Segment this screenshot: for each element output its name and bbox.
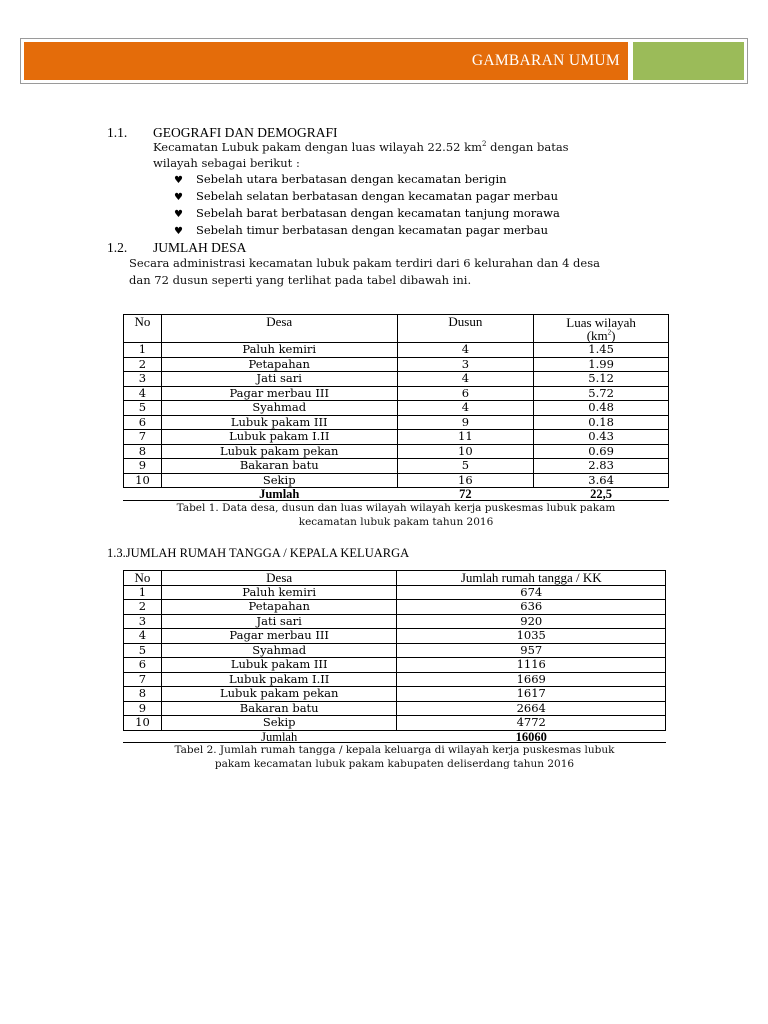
cell-jumlah: 1116 <box>397 658 666 673</box>
cell-no: 5 <box>124 401 162 416</box>
cell-dusun: 5 <box>397 459 534 474</box>
cell-jumlah: 674 <box>397 585 666 600</box>
cell-desa: Bakaran batu <box>161 459 397 474</box>
cell-luas: 0.48 <box>534 401 669 416</box>
list-item <box>174 171 560 188</box>
section-number: 1.2. <box>107 240 128 255</box>
cell-no: 7 <box>124 672 162 687</box>
table-row <box>124 585 666 600</box>
heart-icon: ♥ <box>174 192 183 203</box>
cell-jumlah: 920 <box>397 614 666 629</box>
table-row <box>124 415 669 430</box>
table2-caption <box>123 743 666 771</box>
table-desa-dusun-luas <box>123 314 669 502</box>
table-row <box>124 687 666 702</box>
header-text: ) <box>611 327 616 343</box>
cell-no: 3 <box>124 614 162 629</box>
paragraph-text: dengan batas <box>486 140 569 154</box>
table-row <box>124 372 669 387</box>
header-banner <box>20 38 748 84</box>
cell-dusun: 10 <box>397 444 534 459</box>
superscript: 2 <box>607 328 612 337</box>
table-row <box>124 401 669 416</box>
cell-luas: 0.18 <box>534 415 669 430</box>
caption-text: pakam kecamatan lubuk pakam kabupaten deliserdang tahun 2016 <box>214 758 575 770</box>
cell-no: 10 <box>124 716 162 731</box>
table-row <box>124 643 666 658</box>
cell-desa: Pagar merbau III <box>161 629 397 644</box>
total-label: Jumlah <box>161 730 397 744</box>
page-title: GAMBARAN UMUM <box>471 52 620 69</box>
boundary-list <box>174 171 560 239</box>
cell-no: 9 <box>124 701 162 716</box>
cell-jumlah: 636 <box>397 600 666 615</box>
cell-jumlah: 1617 <box>397 687 666 702</box>
section-title: GEOGRAFI DAN DEMOGRAFI <box>153 125 338 140</box>
column-header-jumlah: Jumlah rumah tangga / KK <box>397 571 666 586</box>
table-row <box>124 430 669 445</box>
table-row <box>124 716 666 731</box>
header-text: Luas wilayah <box>566 314 636 330</box>
paragraph-administrasi: Secara administrasi kecamatan lubuk pakam terdiri dari 6 kelurahan dan 4 desa <box>129 256 600 270</box>
cell-jumlah: 4772 <box>397 716 666 731</box>
cell-desa: Lubuk pakam pekan <box>161 687 397 702</box>
column-header-desa: Desa <box>161 315 397 343</box>
cell-jumlah: 957 <box>397 643 666 658</box>
column-header-luas <box>534 315 669 343</box>
table-header-row <box>124 571 666 586</box>
cell-luas: 3.64 <box>534 473 669 488</box>
cell-desa: Syahmad <box>161 401 397 416</box>
cell-desa: Bakaran batu <box>161 701 397 716</box>
paragraph-administrasi-cont: dan 72 dusun seperti yang terlihat pada tabel dibawah ini. <box>129 273 472 287</box>
column-header-dusun: Dusun <box>397 315 534 343</box>
cell-no: 5 <box>124 643 162 658</box>
heart-icon: ♥ <box>174 209 183 220</box>
table-rumah-tangga <box>123 570 666 744</box>
total-label: Jumlah <box>161 488 397 502</box>
column-header-no: No <box>124 571 162 586</box>
column-header-no: No <box>124 315 162 343</box>
cell-desa: Paluh kemiri <box>161 343 397 358</box>
table-row <box>124 473 669 488</box>
cell-desa: Lubuk pakam III <box>161 415 397 430</box>
paragraph-text: Kecamatan Lubuk pakam dengan luas wilayah 22.52 km <box>153 140 482 154</box>
section-number: 1.1. <box>107 125 128 140</box>
list-item <box>174 222 560 239</box>
cell-no: 4 <box>124 629 162 644</box>
cell-luas: 0.43 <box>534 430 669 445</box>
cell-no: 9 <box>124 459 162 474</box>
list-item-text: Sebelah timur berbatasan dengan kecamatan pagar merbau <box>196 223 549 237</box>
caption-text: Tabel 2. Jumlah rumah tangga / kepala keluarga di wilayah kerja puskesmas lubuk <box>174 744 615 756</box>
cell-jumlah: 1669 <box>397 672 666 687</box>
cell-desa: Lubuk pakam I.II <box>161 672 397 687</box>
cell-desa: Syahmad <box>161 643 397 658</box>
cell-dusun: 6 <box>397 386 534 401</box>
cell-desa: Lubuk pakam III <box>161 658 397 673</box>
table-row <box>124 444 669 459</box>
total-dusun: 72 <box>397 488 534 502</box>
cell-no: 7 <box>124 430 162 445</box>
list-item <box>174 188 560 205</box>
header-text: (km <box>586 327 608 343</box>
column-header-desa: Desa <box>161 571 397 586</box>
cell-no: 1 <box>124 343 162 358</box>
table-row <box>124 701 666 716</box>
cell-desa: Pagar merbau III <box>161 386 397 401</box>
table-header-row <box>124 315 669 343</box>
list-item <box>174 205 560 222</box>
caption-text: Tabel 1. Data desa, dusun dan luas wilayah wilayah kerja puskesmas lubuk pakam <box>176 502 616 514</box>
table-row <box>124 357 669 372</box>
cell-dusun: 3 <box>397 357 534 372</box>
cell-desa: Sekip <box>161 716 397 731</box>
table1-caption <box>123 501 669 529</box>
cell-no: 1 <box>124 585 162 600</box>
heart-icon: ♥ <box>174 175 183 186</box>
cell-luas: 0.69 <box>534 444 669 459</box>
cell-no: 2 <box>124 600 162 615</box>
cell-dusun: 4 <box>397 401 534 416</box>
cell-luas: 5.12 <box>534 372 669 387</box>
section-title: JUMLAH DESA <box>153 240 247 255</box>
section-heading-rumah-tangga: 1.3.JUMLAH RUMAH TANGGA / KEPALA KELUARGA <box>107 546 410 560</box>
cell-desa: Paluh kemiri <box>161 585 397 600</box>
cell-no: 6 <box>124 415 162 430</box>
cell-desa: Petapahan <box>161 600 397 615</box>
cell-no: 6 <box>124 658 162 673</box>
cell-dusun: 11 <box>397 430 534 445</box>
table-row <box>124 672 666 687</box>
cell-dusun: 16 <box>397 473 534 488</box>
section-heading-jumlah-desa <box>107 240 246 256</box>
cell-no: 3 <box>124 372 162 387</box>
table-row <box>124 343 669 358</box>
table-row <box>124 614 666 629</box>
table-row <box>124 629 666 644</box>
cell-dusun: 4 <box>397 343 534 358</box>
cell-no: 10 <box>124 473 162 488</box>
cell-luas: 1.99 <box>534 357 669 372</box>
cell-desa: Jati sari <box>161 372 397 387</box>
caption-text: kecamatan lubuk pakam tahun 2016 <box>298 516 494 528</box>
cell-no: 8 <box>124 687 162 702</box>
table-row <box>124 600 666 615</box>
superscript: 2 <box>482 140 487 149</box>
header-green-block <box>633 42 744 80</box>
cell-desa: Jati sari <box>161 614 397 629</box>
paragraph-batas: wilayah sebagai berikut : <box>153 156 300 170</box>
cell-dusun: 4 <box>397 372 534 387</box>
cell-dusun: 9 <box>397 415 534 430</box>
cell-luas: 5.72 <box>534 386 669 401</box>
cell-no: 2 <box>124 357 162 372</box>
list-item-text: Sebelah selatan berbatasan dengan kecamatan pagar merbau <box>196 189 559 203</box>
paragraph-luas-wilayah <box>153 139 569 156</box>
cell-luas: 2.83 <box>534 459 669 474</box>
total-luas: 22,5 <box>534 488 669 502</box>
cell-desa: Sekip <box>161 473 397 488</box>
cell-jumlah: 2664 <box>397 701 666 716</box>
cell-no: 8 <box>124 444 162 459</box>
cell-desa: Petapahan <box>161 357 397 372</box>
list-item-text: Sebelah utara berbatasan dengan kecamatan berigin <box>196 172 507 186</box>
table-row <box>124 459 669 474</box>
table-row <box>124 386 669 401</box>
list-item-text: Sebelah barat berbatasan dengan kecamatan tanjung morawa <box>196 206 560 220</box>
cell-jumlah: 1035 <box>397 629 666 644</box>
cell-no: 4 <box>124 386 162 401</box>
cell-luas: 1.45 <box>534 343 669 358</box>
total-jumlah: 16060 <box>397 730 666 744</box>
heart-icon: ♥ <box>174 226 183 237</box>
header-orange-bar <box>24 42 628 80</box>
table-row <box>124 658 666 673</box>
cell-desa: Lubuk pakam pekan <box>161 444 397 459</box>
cell-desa: Lubuk pakam I.II <box>161 430 397 445</box>
